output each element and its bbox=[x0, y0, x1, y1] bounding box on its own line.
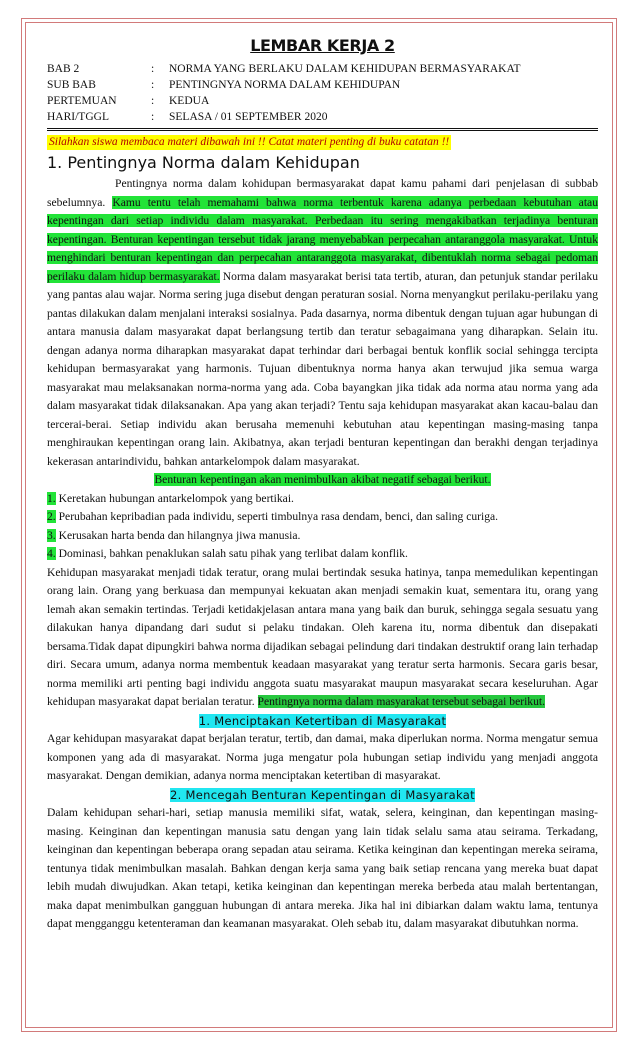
meta-row-pertemuan bbox=[47, 93, 598, 109]
meta-value: NORMA YANG BERLAKU DALAM KEHIDUPAN BERMASYARAKAT bbox=[169, 63, 521, 75]
list-number: 3. bbox=[47, 528, 56, 542]
list-text: Keretakan hubungan antarkelompok yang bertikai. bbox=[55, 491, 294, 505]
list-item bbox=[47, 545, 598, 564]
meta-key: PERTEMUAN bbox=[47, 95, 117, 107]
meta-row-bab bbox=[47, 61, 598, 77]
worksheet bbox=[47, 36, 598, 934]
meta-key: HARI/TGGL bbox=[47, 111, 109, 123]
meta-value: SELASA / 01 SEPTEMBER 2020 bbox=[169, 111, 328, 123]
meta-row-date bbox=[47, 109, 598, 125]
subsection-2-text: Dalam kehidupan sehari-hari, setiap manusia memiliki sifat, watak, selera, keinginan, dan kepentingan masing-masing. Keinginan dan kepentingan manusia satu dengan yang lain tidak selalu sama atau seirama. Terkadang, keinginan dan kepentingan beberapa orang sepadan atau seirama. Ketika keinginan dan kepentingan mereka seirama, tentunya tidak menimbulkan masalah. Bahkan dengan kerja sama yang baik setiap rencana yang mereka buat dapat lebih mudah diwujudkan. Akan tetapi, ketika keinginan dan kepentingan mereka berbeda atau malah bertentangan, maka dapat menimbulkan gangguan hubungan di antara mereka. Jika hal ini dibiarkan dalam waktu lama, tentunya dapat mengganggu ketenteraman dan keamanan masyarakat. Oleh sebab itu, dalam masyarakat dibutuhkan norma. bbox=[47, 806, 598, 930]
paragraph-2 bbox=[47, 564, 598, 712]
meta-colon: : bbox=[151, 79, 155, 91]
meta-key: BAB 2 bbox=[47, 63, 80, 75]
list-text: Dominasi, bahkan penaklukan salah satu pihak yang terlibat dalam konflik. bbox=[55, 547, 408, 560]
meta-row-subbab bbox=[47, 77, 598, 93]
paragraph-1-highlight: Kamu tentu telah memahami bahwa norma terbentuk karena adanya perbedaan kebutuhan atau kepentingan dari setiap individu dalam masyarakat. Perbedaan itu sering mengakibatkan terjadinya benturan kepentingan. Benturan kepentingan tersebut tidak jarang menyebabkan perpecahan antaranggola masyarakat. Untuk menghindari benturan kepentingan dan perpecahan antaranggota masyarakat, dibentuklah norma sebagai pedoman perilaku dalam hidup bermasyarakat. bbox=[47, 195, 598, 283]
consequence-intro bbox=[47, 471, 598, 490]
consequence-list bbox=[47, 490, 598, 564]
list-item bbox=[47, 527, 598, 546]
instruction-banner: Silahkan siswa membaca materi dibawah ini !! Catat materi penting di buku catatan !! bbox=[49, 136, 450, 148]
consequence-intro-text: Benturan kepentingan akan menimbulkan akibat negatif sebagai berikut. bbox=[154, 473, 491, 486]
list-number: 2. bbox=[47, 510, 56, 523]
meta-value: KEDUA bbox=[169, 95, 210, 107]
meta-table bbox=[47, 61, 598, 125]
meta-key: SUB BAB bbox=[47, 79, 96, 91]
meta-value: PENTINGNYA NORMA DALAM KEHIDUPAN bbox=[169, 79, 401, 91]
list-number: 4. bbox=[47, 547, 56, 560]
subsection-2-title-text: 2. Mencegah Benturan Kepentingan di Masyarakat bbox=[170, 787, 475, 802]
section-heading: 1. Pentingnya Norma dalam Kehidupan bbox=[47, 153, 360, 172]
subsection-1-text: Agar kehidupan masyarakat dapat berjalan teratur, tertib, dan damai, maka diperlukan norma. Norma mengatur semua komponen yang ada di masyarakat. Norma juga mengatur pola hubungan setiap individu yang menjadi anggota masyarakat. Dengan demikian, adanya norma menciptakan ketertiban di masyarakat. bbox=[47, 732, 598, 782]
meta-colon: : bbox=[151, 95, 155, 107]
list-number: 1. bbox=[47, 491, 56, 505]
list-item bbox=[47, 490, 598, 509]
subsection-1-title bbox=[47, 712, 598, 731]
list-text: Perubahan kepribadian pada individu, seperti timbulnya rasa dendam, benci, dan saling curiga. bbox=[55, 510, 499, 523]
paragraph-2-text: Kehidupan masyarakat menjadi tidak teratur, orang mulai bertindak sesuka hatinya, tanpa memedulikan kepentingan orang lain. Orang yang berkuasa dan mempunyai kekuatan akan menjadi semakin kuat, sementara itu, orang yang lemah akan semakin tertindas. Terjadi ketidakjelasan antara mana yang baik dan buruk, sehingga segala sesuatu yang dilakukan hanya dipandang dari sudut si pelaku tindakan. Oleh karena itu, norma dibentuk dan disepakati bersama.Tidak dapat dipungkiri bahwa norma dijadikan sebagai pelindung dari tindakan destruktif orang lain terhadap diri. Secara umum, adanya norma membentuk keadaan masyarakat yang teratur serta harmonis. Secara garis besar, norma memiliki arti penting bagi individu anggota suatu masyarakat maupun masyarakat secara keseluruhan. Agar kehidupan masyarakat dapat berialan teratur. bbox=[47, 565, 598, 708]
meta-colon: : bbox=[151, 63, 155, 75]
meta-colon: : bbox=[151, 111, 155, 123]
header-divider bbox=[47, 128, 598, 131]
list-text: Kerusakan harta benda dan hilangnya jiwa manusia. bbox=[55, 528, 301, 542]
subsection-1-title-text: 1. Menciptakan Ketertiban di Masyarakat bbox=[198, 713, 447, 728]
paragraph-1-rest: Norma dalam masyarakat berisi tata tertib, aturan, dan petunjuk standar perilaku yang pantas alau wajar. Norma sering juga disebut dengan peraturan sosial. Norna menyangkut perilaku-perilaku yang pantas dilakukan dalam menjalani interaksi sosialnya. Pada dasarnya, norma dibentuk dengan tujuan agar hubungan di antara manusia dalam masyarakat dapat berlangsung tertib dan teratur sebagaimana yang diharapkan. Selain itu. dengan adanya norma diharapkan masyarakat dapat terhindar dari berbagai bentuk konflik social sehingga tercipta kehidupan bermasyarakat yang harmonis. Tujuan dibentuknya norma hanya akan terwujud jika semua warga masyarakat mau melaksanakan norma-norma yang ada. Coba bayangkan jika tidak ada norma atau norma yang ada dalam masyarakat tidak dilaksanakan. Apa yang akan terjadi? Tentu saja kehidupan masyarakat akan kacau-balau dan tercerai-berai. Setiap individu akan berusaha memenuhi kebutuhan atau kepentingan masing-masing tanpa menghiraukan kepentingan orang lain. Akibatnya, akan terjadi benturan kepentingan dan berakhi dengan terjadinya kekerasan antarindividu, bahkan antarkelompok dalam masyarakat. bbox=[47, 269, 598, 468]
worksheet-title: LEMBAR KERJA 2 bbox=[250, 36, 395, 55]
paragraph-2-highlight: Pentingnya norma dalam masyarakat tersebut sebagai berikut. bbox=[257, 695, 546, 708]
paragraph-1-lead: Pentingnya norma dalam kohidupan bermasyarakat dapat kamu pahami dari penjelasan di subbab sebelumnya. bbox=[47, 177, 598, 209]
paragraph-1 bbox=[47, 175, 598, 471]
subsection-2-title bbox=[47, 786, 598, 805]
list-item bbox=[47, 508, 598, 527]
